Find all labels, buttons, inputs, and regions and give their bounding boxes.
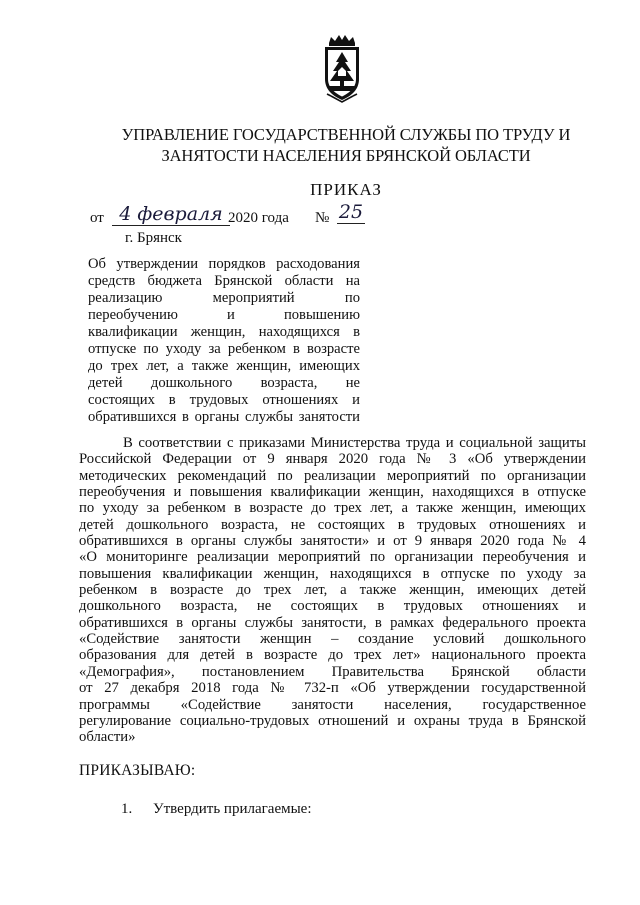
preamble-line: «Содействие занятости женщин – создание условий дошкольного — [79, 631, 586, 648]
preamble-line: переобучения и повышения квалификации женщин, находящихся в отпуске — [79, 484, 586, 501]
preamble-line: методических рекомендаций по реализации мероприятий по организации — [79, 467, 586, 484]
order-item-text: Утвердить прилагаемые: — [153, 801, 312, 817]
subject-line: обратившихся в органы службы занятости — [88, 409, 360, 425]
preamble-line: «Демография», постановлением Правительства Брянской области — [79, 663, 586, 680]
preamble-line: обратившихся в органы службы занятости, в рамках федерального проекта — [79, 614, 586, 631]
subject-line: переобучению и повышению — [88, 307, 360, 323]
organization-title — [96, 124, 596, 166]
handwritten-number: 25 — [338, 201, 364, 223]
preamble-line: ребенком в возрасте до трех лет, а также женщин, имеющих детей — [79, 582, 586, 599]
subject-line: до трех лет, а также женщин, имеющих — [88, 358, 360, 374]
date-number-row — [90, 201, 390, 229]
organization-title-line-1: УПРАВЛЕНИЕ ГОСУДАРСТВЕННОЙ СЛУЖБЫ ПО ТРУДУ И — [121, 125, 571, 144]
subject-line: реализацию мероприятий по — [88, 290, 360, 306]
handwritten-date: 4 февраля — [112, 205, 230, 226]
subject-line: Об утверждении порядков расходования — [88, 256, 360, 272]
preamble-line: по уходу за ребенком в возрасте до трех лет, а также женщин, имеющих — [79, 500, 586, 517]
preamble-line: дошкольного возраста, не состоящих в трудовых отношениях и — [79, 598, 586, 615]
preamble-line: обратившихся в органы службы занятости» и от 9 января 2020 года № 4 — [79, 533, 586, 550]
coat-of-arms-icon — [317, 34, 367, 104]
preamble-line: Российской Федерации от 9 января 2020 года № 3 «Об утверждении — [79, 451, 586, 468]
order-subject — [88, 256, 360, 426]
document-type: ПРИКАЗ — [310, 180, 382, 199]
subject-line: отпуске по уходу за ребенком в возрасте — [88, 341, 360, 357]
city: г. Брянск — [125, 230, 182, 246]
preamble-line: от 27 декабря 2018 года № 732-п «Об утверждении государственной — [79, 680, 586, 697]
order-item-number: 1. — [121, 801, 133, 817]
subject-line: квалификации женщин, находящихся в — [88, 324, 360, 340]
preamble-line: детей дошкольного возраста, не состоящих в трудовых отношениях и — [79, 516, 586, 533]
number-sign: № — [315, 210, 330, 226]
preamble-line: повышения квалификации женщин, находящихся в отпуске по уходу за — [79, 565, 586, 582]
order-word: ПРИКАЗЫВАЮ: — [79, 762, 196, 779]
date-prefix: от — [90, 210, 104, 226]
preamble-line: образования для детей в возрасте до трех лет» национального проекта — [79, 647, 586, 664]
order-preamble — [79, 435, 586, 746]
preamble-line: области» — [79, 729, 136, 746]
subject-line: средств бюджета Брянской области на — [88, 273, 360, 289]
preamble-line: В соответствии с приказами Министерства труда и социальной защиты — [123, 435, 586, 451]
subject-line: детей дошкольного возраста, не — [88, 375, 360, 391]
organization-title-line-2: ЗАНЯТОСТИ НАСЕЛЕНИЯ БРЯНСКОЙ ОБЛАСТИ — [161, 146, 531, 165]
preamble-line: «О мониторинге реализации мероприятий по организации переобучения и — [79, 549, 586, 566]
preamble-line: регулирование социально-трудовых отношений и охраны труда в Брянской — [79, 712, 586, 729]
preamble-line: программы «Содействие занятости населения, государственное — [79, 696, 586, 713]
subject-line: состоящих в трудовых отношениях и — [88, 392, 360, 408]
date-year: 2020 года — [228, 210, 289, 226]
